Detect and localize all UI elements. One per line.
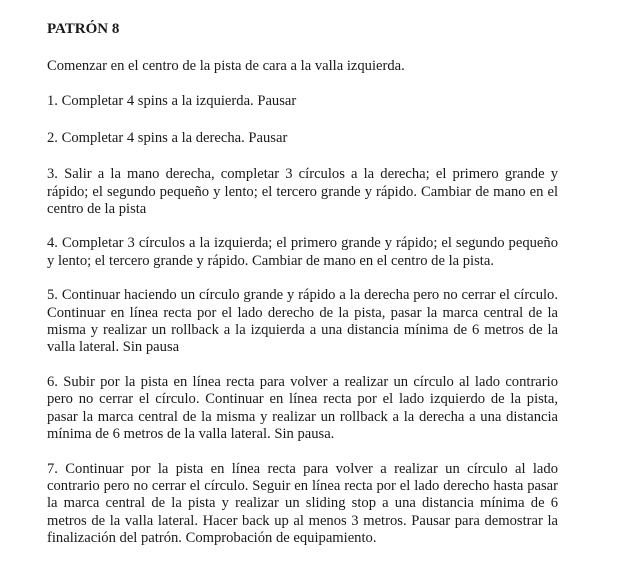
step-6: 6. Subir por la pista en línea recta para volver a realizar un círculo al lado contrario pero no cerrar el círculo. Continuar en línea recta por el lado izquierdo de la pista, pasar la marca central de la misma y realizar un rollback a la derecha a una distancia mínima de 6 metros de la valla lateral. Sin pausa. <box>47 373 558 443</box>
step-1: 1. Completar 4 spins a la izquierda. Pausar <box>47 93 297 110</box>
step-7: 7. Continuar por la pista en línea recta para volver a realizar un círculo al lado contrario pero no cerrar el círculo. Seguir en línea recta por el lado derecho hasta pasar la marca central de la pista y realizar un sliding stop a una distancia mínima de 6 metros de la valla lateral. Hacer back up al menos 3 metros. Pausar para demostrar la finalización del patrón. Comprobación de equipamiento. <box>47 460 558 547</box>
intro-paragraph: Comenzar en el centro de la pista de cara a la valla izquierda. <box>47 58 405 74</box>
step-5: 5. Continuar haciendo un círculo grande y rápido a la derecha pero no cerrar el círculo. Continuar en línea recta por el lado derecho de la pista, pasar la marca central de la misma y realizar un rollback a la izquierda a una distancia mínima de 6 metros de la valla lateral. Sin pausa <box>47 287 558 356</box>
pattern-title: PATRÓN 8 <box>47 21 120 37</box>
step-2: 2. Completar 4 spins a la derecha. Pausar <box>47 129 288 146</box>
document-content <box>47 20 558 565</box>
step-4: 4. Completar 3 círculos a la izquierda; el primero grande y rápido; el segundo pequeño y lento; el tercero grande y rápido. Cambiar de mano en el centro de la pista. <box>47 235 558 269</box>
step-3: 3. Salir a la mano derecha, completar 3 círculos a la derecha; el primero grande y rápido; el segundo pequeño y lento; el tercero grande y rápido. Cambiar de mano en el centro de la pista <box>47 166 558 218</box>
